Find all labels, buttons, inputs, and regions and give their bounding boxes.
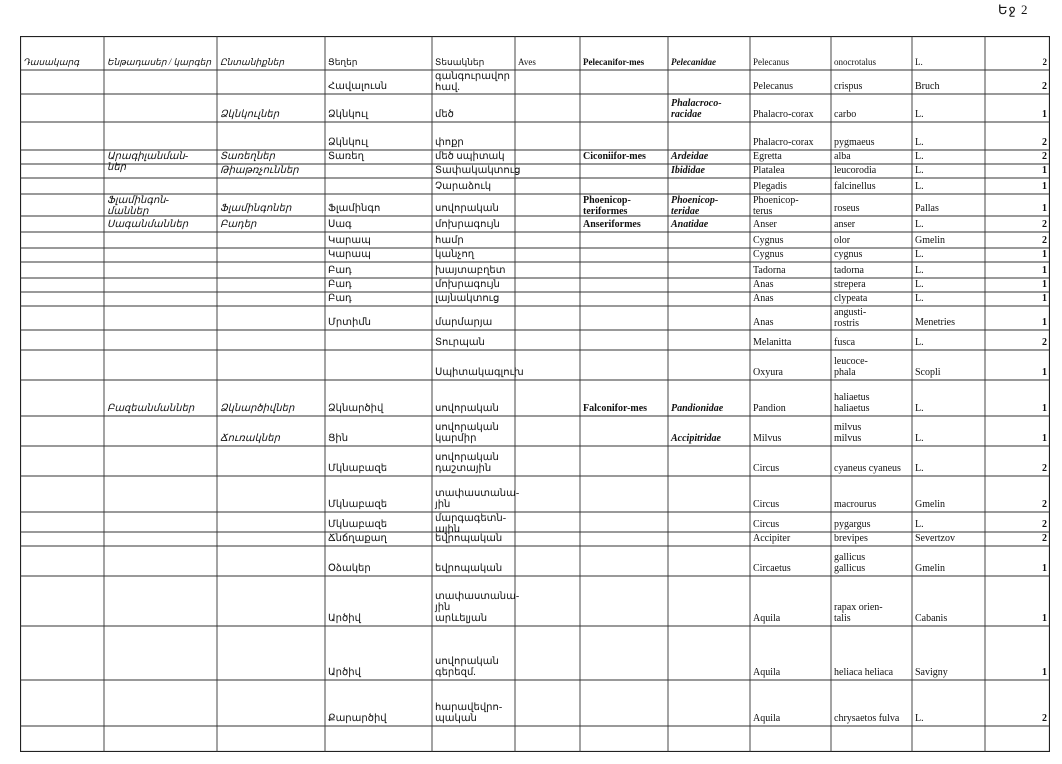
latin-genus: Circus	[753, 499, 780, 510]
status-category: 2	[1042, 519, 1047, 530]
latin-species: haliaetus haliaetus	[834, 392, 870, 414]
armenian-species: Տուրպան	[435, 337, 485, 348]
species-author: L.	[915, 219, 924, 230]
armenian-species: համր	[435, 235, 464, 246]
species-author: L.	[915, 293, 924, 304]
header-cell: Ցեղեր	[328, 57, 358, 67]
header-cell: Aves	[518, 57, 536, 67]
species-author: Menetries	[915, 317, 955, 328]
species-author: L.	[915, 249, 924, 260]
latin-genus: Pandion	[753, 403, 786, 414]
latin-species: milvus milvus	[834, 422, 862, 444]
armenian-species: մոխրագույն	[435, 279, 500, 290]
header-cell: L.	[915, 57, 923, 67]
latin-species: gallicus gallicus	[834, 552, 866, 574]
latin-genus: Plegadis	[753, 181, 787, 192]
page-number: Եջ 2	[998, 2, 1029, 17]
status-category: 2	[1042, 137, 1047, 148]
armenian-species: մարգագետն- ային	[435, 513, 507, 535]
latin-genus: Aquila	[753, 713, 781, 724]
species-author: L.	[915, 403, 924, 414]
status-category: 1	[1042, 181, 1047, 192]
header-cell: Ենթադասեր / կարգեր	[107, 57, 212, 67]
armenian-family: Ճուռակներ	[220, 433, 280, 444]
armenian-genus: Ֆլամինգո	[328, 203, 381, 214]
status-category: 2	[1042, 235, 1047, 246]
armenian-genus: Ցին	[328, 433, 349, 444]
latin-genus: Anas	[753, 279, 774, 290]
header-cell: Pelecanidae	[671, 57, 716, 67]
latin-family: Anatidae	[671, 219, 709, 230]
header-cell: 2	[1042, 57, 1047, 67]
armenian-genus: Տառեղ	[328, 151, 364, 162]
latin-species: pygmaeus	[834, 137, 875, 148]
latin-species: brevipes	[834, 533, 868, 544]
status-category: 1	[1042, 265, 1047, 276]
latin-species: cyaneus cyaneus	[834, 463, 901, 474]
armenian-species: Չարաձուկ	[435, 181, 492, 192]
latin-genus: Tadorna	[753, 265, 786, 276]
latin-family: Ardeidae	[671, 151, 709, 162]
latin-order: Phoenicop- teriformes	[583, 195, 631, 217]
latin-genus: Aquila	[753, 613, 781, 624]
latin-species: tadorna	[834, 265, 864, 276]
armenian-genus: Ձկնկուլ	[328, 109, 369, 120]
latin-species: fusca	[834, 337, 856, 348]
header-cell: Pelecanus	[753, 57, 789, 67]
latin-genus: Circaetus	[753, 563, 791, 574]
species-author: L.	[915, 337, 924, 348]
armenian-species: սովորական դաշտային	[435, 452, 499, 474]
status-category: 2	[1042, 713, 1047, 724]
armenian-order: Սագանմաններ	[107, 219, 189, 230]
status-category: 1	[1042, 109, 1047, 120]
header-cell: Տեսակներ	[435, 57, 485, 67]
armenian-genus: Մկնաբազե	[328, 519, 388, 530]
armenian-family: Ձկնարծիվներ	[220, 403, 295, 414]
status-category: 1	[1042, 613, 1047, 624]
header-cell: Դասակարգ	[23, 57, 80, 67]
species-author: L.	[915, 463, 924, 474]
armenian-species: սովորական գերեզմ.	[435, 656, 499, 678]
header-cell: onocrotalus	[834, 57, 876, 67]
species-author: Gmelin	[915, 563, 945, 574]
status-category: 2	[1042, 463, 1047, 474]
armenian-genus: Արծիվ	[328, 613, 361, 624]
armenian-species: սովորական	[435, 403, 499, 414]
latin-family: Accipitridae	[671, 433, 721, 444]
armenian-species: խայտաբղետ	[435, 265, 506, 276]
armenian-genus: Մրտիմն	[328, 317, 372, 328]
armenian-genus: Մկնաբազե	[328, 463, 388, 474]
latin-order: Ciconiifor-mes	[583, 151, 646, 162]
latin-genus: Circus	[753, 519, 780, 530]
armenian-genus: Օձակեր	[328, 563, 371, 574]
armenian-genus: Հավալուսն	[328, 81, 388, 92]
latin-species: falcinellus	[834, 181, 876, 192]
latin-order: Anseriformes	[583, 219, 641, 230]
latin-genus: Phalacro-corax	[753, 109, 814, 120]
status-category: 2	[1042, 533, 1047, 544]
species-author: Bruch	[915, 81, 940, 92]
latin-species: rapax orien- talis	[834, 602, 883, 624]
armenian-order: Արագիլանման- ներ	[107, 151, 189, 173]
latin-genus: Cygnus	[753, 235, 784, 246]
armenian-genus: Կարապ	[328, 249, 371, 260]
armenian-species: սովորական	[435, 203, 499, 214]
latin-genus: Egretta	[753, 151, 782, 162]
status-category: 1	[1042, 165, 1047, 176]
armenian-genus: Ձկնկուլ	[328, 137, 369, 148]
header-cell: Pelecanifor-mes	[583, 57, 645, 67]
latin-species: pygargus	[834, 519, 871, 530]
latin-genus: Phalacro-corax	[753, 137, 814, 148]
latin-species: anser	[834, 219, 856, 230]
status-category: 2	[1042, 499, 1047, 510]
header-cell: Ընտանիքներ	[220, 57, 285, 67]
armenian-genus: Ճնճղաքաղ	[328, 533, 387, 544]
latin-genus: Circus	[753, 463, 780, 474]
species-author: L.	[915, 165, 924, 176]
species-author: Scopli	[915, 367, 941, 378]
armenian-species: տափաստանա- յին	[435, 488, 520, 510]
latin-genus: Anas	[753, 293, 774, 304]
species-table	[20, 36, 1050, 752]
armenian-family: Տառեղներ	[220, 151, 275, 162]
latin-genus: Melanitta	[753, 337, 792, 348]
armenian-family: Ֆլամինգոներ	[220, 203, 292, 214]
status-category: 1	[1042, 403, 1047, 414]
species-author: Savigny	[915, 667, 948, 678]
species-author: Pallas	[915, 203, 939, 214]
latin-family: Ibididae	[671, 165, 705, 176]
status-category: 1	[1042, 433, 1047, 444]
species-author: L.	[915, 519, 924, 530]
armenian-genus: Քարարծիվ	[328, 713, 387, 724]
armenian-species: Սպիտակագլուխ	[435, 367, 524, 378]
armenian-species: մոխրագույն	[435, 219, 500, 230]
armenian-genus: Ձկնարծիվ	[328, 403, 384, 414]
armenian-species: մեծ սպիտակ	[435, 151, 505, 162]
species-author: L.	[915, 713, 924, 724]
latin-species: angusti- rostris	[834, 307, 867, 329]
status-category: 1	[1042, 279, 1047, 290]
armenian-order: Ֆլամինգոն- մաններ	[107, 195, 169, 217]
latin-order: Falconifor-mes	[583, 403, 648, 414]
species-author: Severtzov	[915, 533, 955, 544]
armenian-species: Տափակակտուց	[435, 165, 521, 176]
armenian-order: Բազեանմաններ	[107, 403, 195, 414]
latin-genus: Platalea	[753, 165, 785, 176]
armenian-genus: Սագ	[328, 219, 352, 230]
armenian-genus: Բադ	[328, 265, 352, 276]
armenian-genus: Բադ	[328, 293, 352, 304]
latin-genus: Milvus	[753, 433, 782, 444]
armenian-species: հարավեվրո- պական	[435, 702, 503, 724]
latin-genus: Cygnus	[753, 249, 784, 260]
species-author: L.	[915, 151, 924, 162]
species-author: L.	[915, 109, 924, 120]
species-author: L.	[915, 265, 924, 276]
status-category: 1	[1042, 563, 1047, 574]
latin-genus: Phoenicop- terus	[753, 195, 799, 217]
latin-species: roseus	[834, 203, 860, 214]
species-author: Cabanis	[915, 613, 948, 624]
latin-species: crispus	[834, 81, 863, 92]
latin-genus: Aquila	[753, 667, 781, 678]
latin-species: heliaca heliaca	[834, 667, 894, 678]
armenian-species: մարմարյա	[435, 317, 493, 328]
armenian-species: սովորական կարմիր	[435, 422, 499, 444]
armenian-species: կանչող	[435, 249, 475, 260]
status-category: 2	[1042, 151, 1047, 162]
latin-species: macrourus	[834, 499, 877, 510]
armenian-species: եվրոպական	[435, 563, 503, 574]
armenian-family: Թիաթռչուններ	[220, 165, 299, 176]
status-category: 1	[1042, 317, 1047, 328]
latin-genus: Accipiter	[753, 533, 791, 544]
armenian-species: մեծ	[435, 109, 454, 120]
armenian-species: լայնակտուց	[435, 293, 500, 304]
status-category: 2	[1042, 81, 1047, 92]
latin-family: Phoenicop- teridae	[671, 195, 719, 217]
latin-species: carbo	[834, 109, 857, 120]
latin-genus: Pelecanus	[753, 81, 793, 92]
status-category: 1	[1042, 667, 1047, 678]
status-category: 1	[1042, 367, 1047, 378]
latin-species: chrysaetos fulva	[834, 713, 900, 724]
latin-family: Phalacroco- racidae	[671, 98, 722, 120]
species-author: L.	[915, 137, 924, 148]
armenian-family: Բադեր	[220, 219, 257, 230]
species-author: L.	[915, 279, 924, 290]
species-author: L.	[915, 181, 924, 192]
status-category: 1	[1042, 203, 1047, 214]
armenian-genus: Կարապ	[328, 235, 371, 246]
latin-species: leucorodia	[834, 165, 877, 176]
latin-genus: Oxyura	[753, 367, 783, 378]
armenian-species: եվրոպական	[435, 533, 503, 544]
armenian-species: փոքր	[435, 137, 464, 148]
latin-species: strepera	[834, 279, 866, 290]
status-category: 2	[1042, 337, 1047, 348]
latin-species: alba	[834, 151, 851, 162]
armenian-species: տափաստանա- յին արևելյան	[435, 591, 520, 624]
latin-genus: Anas	[753, 317, 774, 328]
status-category: 1	[1042, 293, 1047, 304]
latin-species: cygnus	[834, 249, 863, 260]
status-category: 1	[1042, 249, 1047, 260]
species-author: Gmelin	[915, 499, 945, 510]
latin-species: leucoce- phala	[834, 356, 868, 378]
armenian-species: գանգուրավոր հավ.	[435, 71, 511, 93]
latin-species: clypeata	[834, 293, 868, 304]
latin-genus: Anser	[753, 219, 777, 230]
species-author: Gmelin	[915, 235, 945, 246]
species-author: L.	[915, 433, 924, 444]
armenian-genus: Արծիվ	[328, 667, 361, 678]
armenian-genus: Մկնաբազե	[328, 499, 388, 510]
latin-family: Pandionidae	[671, 403, 724, 414]
latin-species: olor	[834, 235, 851, 246]
status-category: 2	[1042, 219, 1047, 230]
armenian-genus: Բադ	[328, 279, 352, 290]
armenian-family: Ձկնկուլներ	[220, 109, 280, 120]
